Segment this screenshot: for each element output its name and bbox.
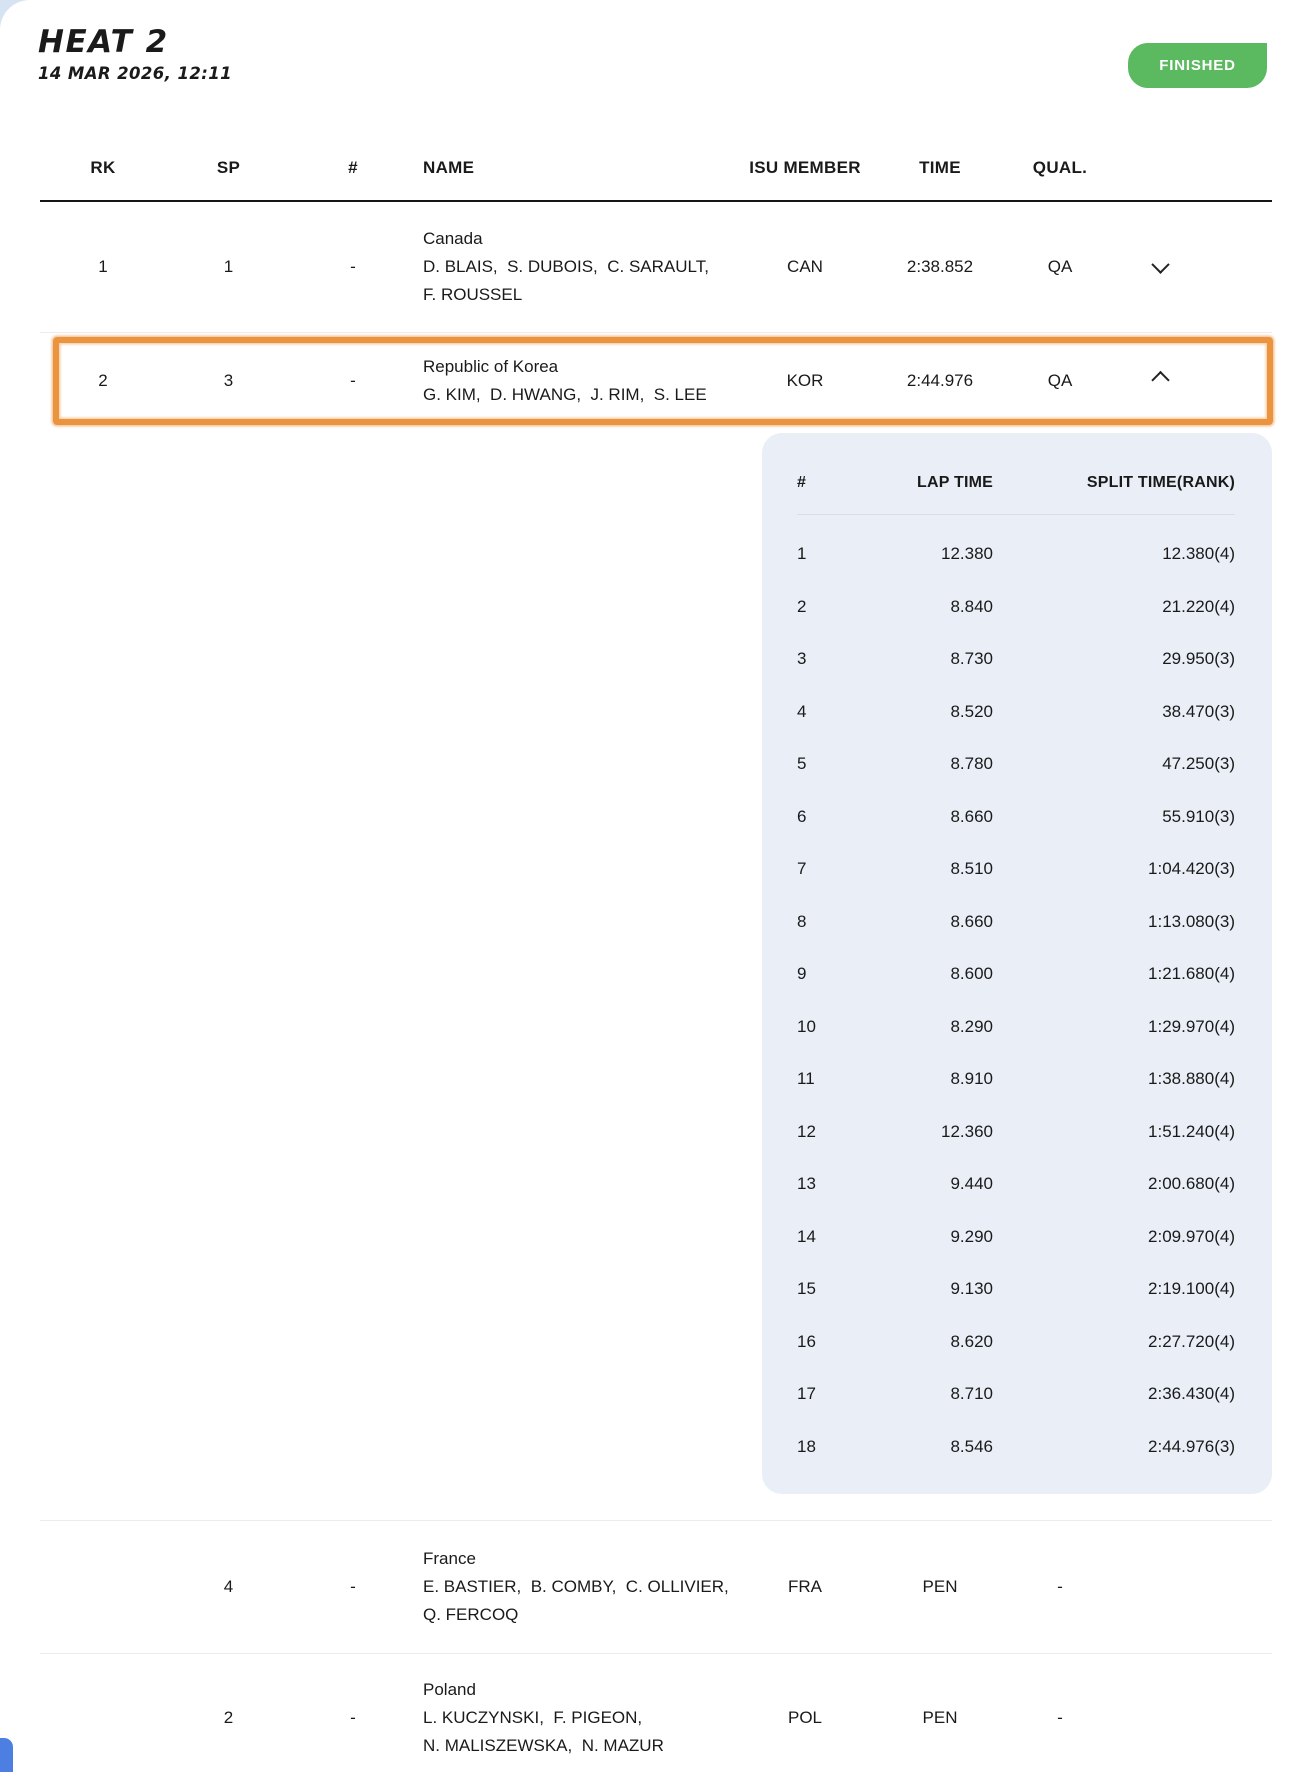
split-time: 47.250(3) [1162, 754, 1235, 774]
lap-time: 8.730 [950, 649, 993, 669]
lap-times-panel [762, 433, 1272, 1494]
column-header-name: NAME [423, 157, 475, 177]
time-cell: PEN [922, 1577, 958, 1596]
time-cell: PEN [922, 1707, 958, 1727]
lap-row [797, 1368, 1235, 1421]
start-position-cell: 4 [223, 1577, 234, 1596]
lap-number: 15 [797, 1279, 816, 1299]
lap-number: 5 [797, 754, 807, 774]
lap-time: 8.660 [950, 806, 993, 826]
lap-time: 8.546 [950, 1436, 993, 1456]
athlete-names: L. KUCZYNSKI, F. PIGEON, [423, 1707, 643, 1727]
name-cell [415, 1676, 735, 1760]
qual-cell: QA [1047, 257, 1073, 276]
column-header-sp: SP [216, 157, 241, 177]
number-cell: - [350, 257, 356, 276]
athlete-names: N. MALISZEWSKA, N. MAZUR [423, 1735, 664, 1755]
number-cell: - [350, 1707, 356, 1727]
result-row-poland [40, 1652, 1272, 1772]
results-table-header [40, 135, 1272, 202]
lap-time: 12.360 [941, 1121, 993, 1141]
number-cell: - [350, 371, 356, 390]
isu-member-cell: FRA [788, 1577, 822, 1596]
lap-row [797, 686, 1235, 739]
chevron-cell [1115, 375, 1205, 388]
lap-time: 8.620 [950, 1331, 993, 1351]
lap-number: 18 [797, 1436, 816, 1456]
split-time: 29.950(3) [1162, 649, 1235, 669]
lap-row [797, 1106, 1235, 1159]
athlete-names: Q. FERCOQ [423, 1605, 519, 1624]
start-position-cell: 1 [223, 257, 234, 276]
lap-column-header-lap-time: LAP TIME [917, 473, 993, 491]
lap-row [797, 581, 1235, 634]
qual-cell: QA [1047, 371, 1073, 390]
lap-time: 8.710 [950, 1384, 993, 1404]
lap-row [797, 738, 1235, 791]
lap-time: 8.660 [950, 911, 993, 931]
lap-row [797, 1316, 1235, 1369]
rank-cell: 1 [98, 257, 108, 276]
lap-number: 13 [797, 1174, 816, 1194]
split-time: 1:51.240(4) [1148, 1121, 1235, 1141]
column-header-time: TIME [919, 157, 961, 177]
athlete-names: D. BLAIS, S. DUBOIS, C. SARAULT, [423, 257, 709, 276]
result-row-canada[interactable] [40, 202, 1272, 333]
lap-time: 9.440 [950, 1174, 993, 1194]
lap-number: 9 [797, 964, 807, 984]
lap-time: 8.520 [950, 701, 993, 721]
collapse-chevron-icon[interactable] [1151, 370, 1169, 388]
column-header-number: # [348, 157, 358, 177]
lap-table-header [797, 433, 1235, 515]
lap-row [797, 1158, 1235, 1211]
status-badge: FINISHED [1128, 43, 1267, 88]
start-position-cell: 2 [223, 1707, 234, 1727]
split-time: 1:29.970(4) [1148, 1016, 1235, 1036]
team-name: Republic of Korea [423, 357, 559, 376]
lap-number: 16 [797, 1331, 816, 1351]
lap-row [797, 948, 1235, 1001]
result-row-republic-of-korea[interactable] [40, 337, 1272, 425]
lap-time: 8.600 [950, 964, 993, 984]
split-time: 55.910(3) [1162, 806, 1235, 826]
split-time: 2:36.430(4) [1148, 1384, 1235, 1404]
lap-row [797, 1001, 1235, 1054]
lap-number: 3 [797, 649, 807, 669]
qual-cell: - [1057, 1707, 1063, 1727]
lap-number: 8 [797, 911, 807, 931]
expand-chevron-icon[interactable] [1151, 255, 1169, 273]
split-time: 1:38.880(4) [1148, 1069, 1235, 1089]
split-time: 1:21.680(4) [1148, 964, 1235, 984]
lap-time: 8.780 [950, 754, 993, 774]
name-cell [415, 1545, 735, 1629]
time-cell: 2:38.852 [906, 257, 974, 276]
lap-number: 7 [797, 859, 807, 879]
number-cell: - [350, 1577, 356, 1596]
lap-row [797, 791, 1235, 844]
rank-cell: 2 [98, 371, 108, 390]
lap-row [797, 528, 1235, 581]
split-time: 2:09.970(4) [1148, 1226, 1235, 1246]
lap-row [797, 843, 1235, 896]
lap-row [797, 1421, 1235, 1474]
page-title: HEAT 2 [38, 24, 169, 60]
team-name: France [423, 1549, 476, 1568]
team-name: Canada [423, 229, 483, 248]
lap-time: 8.840 [950, 596, 993, 616]
column-header-isu-member: ISU MEMBER [749, 157, 861, 177]
lap-time: 12.380 [941, 544, 993, 564]
chevron-cell [1115, 261, 1205, 274]
split-time: 12.380(4) [1162, 544, 1235, 564]
column-header-rk: RK [90, 157, 116, 177]
lap-number: 10 [797, 1016, 816, 1036]
lap-number: 12 [797, 1121, 816, 1141]
lap-time: 8.510 [950, 859, 993, 879]
lap-time: 8.290 [950, 1016, 993, 1036]
split-time: 2:44.976(3) [1148, 1436, 1235, 1456]
isu-member-cell: CAN [787, 257, 823, 276]
lap-column-header-split-time: SPLIT TIME(RANK) [1086, 473, 1235, 491]
name-cell [415, 353, 735, 409]
time-cell: 2:44.976 [906, 371, 974, 390]
split-time: 2:19.100(4) [1148, 1279, 1235, 1299]
split-time: 1:04.420(3) [1148, 859, 1235, 879]
split-time: 38.470(3) [1162, 701, 1235, 721]
lap-column-header-number: # [797, 473, 807, 491]
qual-cell: - [1057, 1577, 1063, 1596]
page-datetime: 14 MAR 2026, 12:11 [38, 64, 233, 83]
start-position-cell: 3 [223, 371, 234, 390]
split-time: 2:00.680(4) [1148, 1174, 1235, 1194]
split-time: 21.220(4) [1162, 596, 1235, 616]
lap-number: 14 [797, 1226, 816, 1246]
page-corner-accent [0, 1738, 13, 1772]
athlete-names: E. BASTIER, B. COMBY, C. OLLIVIER, [423, 1577, 729, 1596]
athlete-names: F. ROUSSEL [423, 285, 523, 304]
split-time: 2:27.720(4) [1148, 1331, 1235, 1351]
lap-rows [797, 515, 1235, 1473]
lap-number: 11 [797, 1069, 815, 1089]
name-cell [415, 225, 735, 309]
lap-row [797, 1263, 1235, 1316]
team-name: Poland [423, 1679, 476, 1699]
lap-number: 6 [797, 806, 807, 826]
lap-time: 8.910 [950, 1069, 993, 1089]
lap-number: 2 [797, 596, 807, 616]
lap-number: 1 [797, 544, 807, 564]
lap-row [797, 633, 1235, 686]
lap-time: 9.130 [950, 1279, 993, 1299]
split-time: 1:13.080(3) [1148, 911, 1235, 931]
isu-member-cell: POL [787, 1707, 823, 1727]
lap-time: 9.290 [950, 1226, 993, 1246]
lap-row [797, 1211, 1235, 1264]
lap-row [797, 896, 1235, 949]
result-row-france [40, 1520, 1272, 1654]
column-header-qual: QUAL. [1032, 157, 1088, 177]
lap-row [797, 1053, 1235, 1106]
athlete-names: G. KIM, D. HWANG, J. RIM, S. LEE [423, 385, 707, 404]
lap-number: 17 [797, 1384, 816, 1404]
lap-number: 4 [797, 701, 807, 721]
isu-member-cell: KOR [786, 371, 824, 390]
